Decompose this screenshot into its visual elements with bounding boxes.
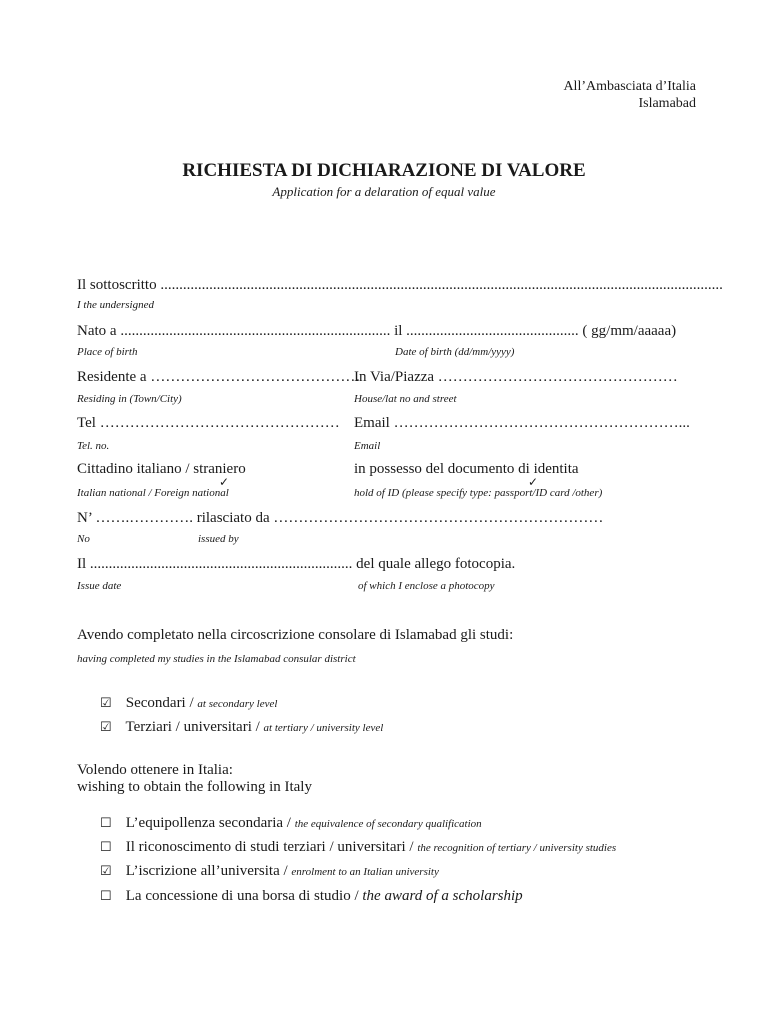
option-label: Il riconoscimento di studi terziari / universitari / (125, 839, 418, 855)
recipient-line-2: Islamabad (638, 96, 696, 111)
issue-date-field[interactable]: ...................................................................... (89, 556, 353, 572)
sottoscritto-row (77, 277, 723, 294)
email-sub: Email (354, 440, 381, 452)
nato-row (77, 323, 676, 340)
obtain-intro-en: wishing to obtain the following in Italy (77, 779, 312, 795)
n-label: N’ (77, 510, 92, 526)
residente-label: Residente a (77, 369, 147, 385)
residence-field[interactable]: …………………………………… (150, 369, 361, 385)
option-label-en: the recognition of tertiary / university studies (417, 842, 617, 854)
cittadino-label: Cittadino italiano / straniero (77, 461, 246, 477)
option-label-en: enrolment to an Italian university (291, 866, 439, 878)
residing-sub: Residing in (Town/City) (77, 393, 182, 405)
option-label-en: the equivalence of secondary qualification (294, 818, 482, 830)
checkbox-checked-icon[interactable]: ☑ (100, 719, 112, 734)
il2-label: Il (77, 556, 87, 572)
obtain-option-riconoscimento[interactable] (100, 839, 616, 856)
possesso-label: in possesso del documento di identita (354, 461, 579, 477)
sottoscritto-field[interactable]: ...................................................................................................................................................... (160, 277, 723, 293)
fotocopia-label: del quale allego fotocopia. (356, 556, 516, 572)
national-sub: Italian national / Foreign national (77, 487, 229, 499)
email-label: Email (354, 415, 390, 431)
option-label-en: at secondary level (197, 698, 278, 710)
obtain-intro-it: Volendo ottenere in Italia: (77, 762, 233, 778)
checkbox-empty-icon[interactable]: ☐ (100, 839, 112, 854)
option-label: La concessione di una borsa di studio / (125, 888, 363, 904)
sottoscritto-label: Il sottoscritto (77, 277, 157, 293)
tel-row (77, 415, 340, 432)
obtain-option-iscrizione[interactable] (100, 863, 439, 880)
document-number-row (77, 510, 603, 527)
option-label: L’iscrizione all’universita / (125, 863, 292, 879)
issue-date-row (77, 556, 515, 573)
via-row (354, 369, 678, 386)
option-label-en: at tertiary / university level (263, 722, 384, 734)
studies-intro-sub: having completed my studies in the Islamabad consular district (77, 653, 356, 665)
rilasciato-label: rilasciato da (196, 510, 270, 526)
recipient-line-1: All’Ambasciata d’Italia (563, 79, 696, 94)
option-label: L’equipollenza secondaria / (125, 815, 295, 831)
via-label: In Via/Piazza (354, 369, 435, 385)
nato-label: Nato a (77, 323, 117, 339)
issued-by-sub: issued by (198, 533, 239, 545)
tel-sub: Tel. no. (77, 440, 110, 452)
email-row (354, 415, 690, 432)
check-mark-icon: ✓ (528, 475, 539, 489)
option-label: Terziari / universitari / (125, 719, 264, 735)
tel-label: Tel (77, 415, 96, 431)
page-title: RICHIESTA DI DICHIARAZIONE DI VALORE (182, 160, 586, 181)
obtain-option-borsa[interactable] (100, 888, 523, 905)
email-field[interactable]: …………………………………………………... (393, 415, 690, 431)
place-of-birth-sub: Place of birth (77, 346, 138, 358)
street-field[interactable]: ………………………………………… (437, 369, 678, 385)
checkbox-checked-icon[interactable]: ☑ (100, 695, 112, 710)
residente-row (77, 369, 360, 386)
sottoscritto-sub: I the undersigned (77, 299, 154, 311)
checkbox-empty-icon[interactable]: ☐ (100, 815, 112, 830)
date-of-birth-sub: Date of birth (dd/mm/yyyy) (395, 346, 515, 358)
il-label: il (394, 323, 403, 339)
study-option-secondary[interactable] (100, 695, 277, 712)
study-option-tertiary[interactable] (100, 719, 383, 736)
hold-id-sub: hold of ID (please specify type: passport/ID card /other) (354, 487, 603, 499)
issued-by-field[interactable]: ………………………………………………………… (273, 510, 604, 526)
no-sub: No (77, 533, 90, 545)
birthdate-field[interactable]: .............................................. (406, 323, 579, 339)
tel-field[interactable]: ………………………………………… (99, 415, 340, 431)
studies-intro: Avendo completato nella circoscrizione consolare di Islamabad gli studi: (77, 627, 514, 643)
obtain-option-equipollenza[interactable] (100, 815, 482, 832)
recipient-block (563, 78, 696, 112)
option-label-en: the award of a scholarship (362, 888, 523, 904)
enclose-sub: of which I enclose a photocopy (358, 580, 495, 592)
checkbox-empty-icon[interactable]: ☐ (100, 888, 112, 903)
checkbox-checked-icon[interactable]: ☑ (100, 863, 112, 878)
option-label: Secondari / (125, 695, 198, 711)
house-sub: House/lat no and street (354, 393, 457, 405)
page-subtitle: Application for a delaration of equal value (272, 184, 496, 199)
issue-date-sub: Issue date (77, 580, 122, 592)
date-format-hint: ( gg/mm/aaaaa) (582, 323, 677, 339)
birthplace-field[interactable]: ........................................................................ (120, 323, 391, 339)
document-number-field[interactable]: …….…………. (95, 510, 193, 526)
check-mark-icon: ✓ (219, 475, 230, 489)
